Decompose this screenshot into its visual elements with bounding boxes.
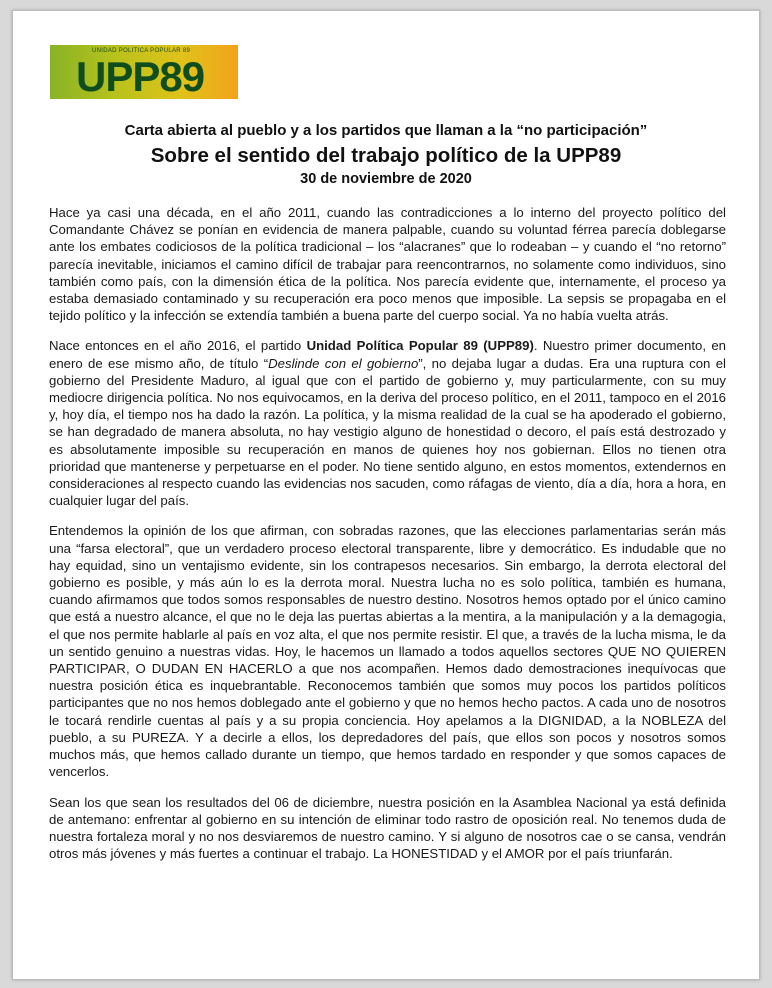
paragraph-2-part-a: Nace entonces en el año 2016, el partido (49, 338, 307, 354)
paragraph-2 (49, 337, 726, 509)
document-title-italic: Deslinde con el gobierno (268, 355, 419, 371)
paragraph-1: Hace ya casi una década, en el año 2011, cuando las contradicciones a lo interno del proyecto político del Comandante Chávez se ponían en evidencia de manera palpable, cuando su voluntad férrea parecía doblegarse ante los embates codiciosos de la política tradicional – los “alacranes” que lo rodeaban – y cuando el “no retorno” parecía inevitable, iniciamos el camino difícil de trabajar para reencontrarnos, no solamente como individuos, sino también como país, con la dimensión ética de la política. Nos parecía evidente que, internamente, el proceso ya estaba demasiado contaminado y su recuperación era poco menos que imposible. La sepsis se propagaba en el tejido político y la infección se extendía también a buena parte del cuerpo social. Ya no había vuelta atrás. (49, 205, 726, 324)
logo-text: UPP89 (76, 53, 205, 99)
letter-subtitle: Carta abierta al pueblo y a los partidos que llaman a la “no participación” (124, 122, 648, 139)
paragraph-4: Sean los que sean los resultados del 06 de diciembre, nuestra posición en la Asamblea Nacional ya está definida de antemano: enfrentar al gobierno en su intención de eliminar todo rastro de oposición real. No tenemos duda de nuestra fortaleza moral y no nos desviaremos de nuestro camino. Y si alguno de nosotros cae o se cansa, vendrán otros más jóvenes y más fuertes a continuar el trabajo. La HONESTIDAD y el AMOR por el país triunfarán. (49, 794, 726, 862)
paragraph-3: Entendemos la opinión de los que afirman, con sobradas razones, que las elecciones parlamentarias serán más una “farsa electoral”, que un verdadero proceso electoral transparente, libre y democrático. Es indudable que no hay equidad, sino un ventajismo evidente, sin los contrapesos necesarios. Sin embargo, la derrota electoral del gobierno es posible, y más aún lo es la derrota moral. Nuestra lucha no es solo política, también es humana, cuando afirmamos que todos somos responsables de nuestro destino. Nosotros hemos optado por el único camino que está a nuestro alcance, el que no le deja las puertas abiertas a la mentira, a la manipulación y a la demagogia, el que nos permite hablarle al país en voz alta, el que nos permite resistir. El que, a través de la lucha misma, le da un sentido genuino a nuestras vidas. Hoy, le hacemos un llamado a todos aquellos sectores QUE NO QUIEREN PARTICIPAR, O DUDAN EN HACERLO a que nos acompañen. Hemos dado demostraciones inequívocas que nuestra posición ética es inquebrantable. Reconocemos también que somos muy pocos los partidos políticos participantes que no nos hemos doblegado ante el gobierno y que no hemos hecho pactos. A cada uno de nosotros le tocará rendirle cuentas al país y a su propia conciencia. Hoy apelamos a la DIGNIDAD, a la NOBLEZA del pueblo, a su PUREZA. Y a decirle a ellos, los depredadores del país, que ellos son pocos y nosotros somos muchos más, que hemos callado durante un tiempo, que hemos tardado en responder y que somos capaces de vencerlos. (49, 523, 726, 780)
logo-tagline: UNIDAD POLITICA POPULAR 89 (92, 48, 191, 54)
upp89-logo (50, 45, 238, 99)
letter-title: Sobre el sentido del trabajo político de la UPP89 (150, 144, 622, 167)
paragraph-2-part-b: . Nuestro primer documento, en enero de ese mismo año, de título “ (49, 338, 726, 371)
letter-body (49, 204, 726, 875)
paragraph-2-part-c: ”, no dejaba lugar a dudas. Era una ruptura con el gobierno del Presidente Maduro, al igual que con el partido de gobierno y, muy particularmente, con su muy mediocre dirigencia política. No nos equivocamos, en la deriva del proceso político, en el 2011, tampoco en el 2016 y, hoy día, el tiempo nos ha dado la razón. La política, y la misma realidad de la cual se ha apoderado el gobierno, se han degradado de manera absoluta, no hay vestigio alguno de honestidad o decoro, el país está destrozado y es absolutamente imposible su recuperación en manos de quienes hoy nos gobiernan. Ellos no tienen otra prioridad que mantenerse y perpetuarse en el poder. No tiene sentido alguno, en estos momentos, extendernos en consideraciones al respecto cuando las evidencias nos sacuden, como ráfagas de viento, día a día, hora a hora, en cualquier lugar del país. (49, 355, 726, 509)
party-name-bold: Unidad Política Popular 89 (UPP89) (306, 338, 534, 354)
document-page (12, 10, 760, 980)
letter-date: 30 de noviembre de 2020 (300, 171, 472, 187)
